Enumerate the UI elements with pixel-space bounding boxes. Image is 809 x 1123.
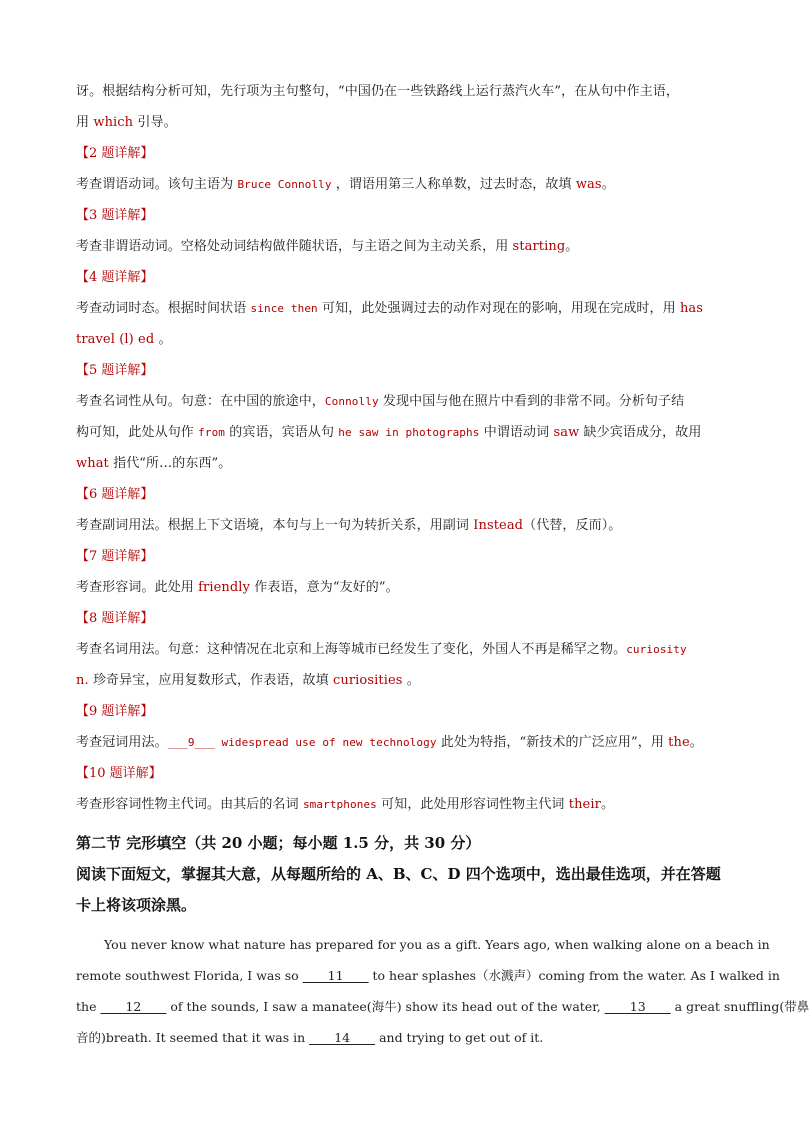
passage-text: 音的)breath. It seemed that it was in — [76, 1030, 310, 1045]
passage-text: of the sounds, I saw a manatee(海牛) show its head out of the water, — [166, 999, 605, 1014]
highlighted-answer-text: since then — [250, 302, 318, 315]
explanation-text: （代替，反而）。 — [523, 518, 622, 533]
explanation-text-line — [76, 510, 728, 541]
explanation-text-line — [76, 634, 728, 665]
explanation-text-line — [76, 169, 728, 200]
cloze-blank[interactable]: ____13____ — [604, 999, 671, 1014]
explanation-text: 。 — [689, 735, 703, 750]
question-explanation-heading: 【4 题详解】 — [76, 270, 154, 285]
highlighted-answer-text: starting — [512, 239, 566, 254]
explanation-text-line — [76, 572, 728, 603]
highlighted-answer-text: their — [568, 797, 601, 812]
highlighted-answer-text: smartphones — [302, 798, 377, 811]
explanation-text: 。 — [154, 332, 172, 347]
passage-text: to hear splashes（水溅声）coming from the water. As I walked in — [368, 968, 780, 983]
highlighted-answer-text: friendly — [198, 580, 251, 595]
explanation-text-line — [76, 727, 728, 758]
explanation-text-line — [76, 665, 728, 696]
highlighted-answer-text: ___9___ widespread use of new technology — [167, 736, 437, 749]
explanation-text-line — [76, 76, 728, 107]
question-explanation-heading: 【9 题详解】 — [76, 704, 154, 719]
cloze-passage — [76, 929, 809, 1053]
explanation-text: 。 — [600, 797, 615, 812]
explanation-text-line — [76, 231, 728, 262]
question-explanation-heading: 【5 题详解】 — [76, 363, 154, 378]
answer-explanations — [76, 76, 728, 820]
explanation-text: 可知，此处强调过去的动作对现在的影响，用现在完成时，用 — [317, 301, 680, 316]
question-explanation-heading: 【7 题详解】 — [76, 549, 154, 564]
explanation-text-line — [76, 789, 728, 820]
explanation-text: 考查形容词性物主代词。由其后的名词 — [76, 797, 303, 812]
explanation-text: 考查名词性从句。句意：在中国的旅途中， — [76, 394, 325, 409]
explanation-text: 考查谓语动词。该句主语为 — [76, 177, 238, 192]
question-explanation-heading: 【2 题详解】 — [76, 146, 154, 161]
explanation-text: 。 — [402, 673, 420, 688]
passage-text: and trying to get out of it. — [375, 1030, 544, 1045]
explanation-text-line — [76, 324, 728, 355]
highlighted-answer-text: which — [93, 115, 134, 130]
question-explanation-heading: 【6 题详解】 — [76, 487, 154, 502]
highlighted-answer-text: has — [679, 301, 704, 316]
explanation-text: 可知，此处用形容词性物主代词 — [376, 797, 569, 812]
document-page — [76, 76, 809, 1053]
explanation-text: 此处为特指，“新技术的广泛应用”，用 — [436, 735, 669, 750]
explanation-text: 指代“所…的东西”。 — [108, 456, 232, 471]
explanation-text: 考查非谓语动词。空格处动词结构做伴随状语，与主语之间为主动关系，用 — [76, 239, 513, 254]
cloze-blank[interactable]: ____14____ — [309, 1030, 376, 1045]
section-title: 第二节 完形填空（共 20 小题；每小题 1.5 分，共 30 分） — [76, 834, 481, 852]
explanation-text: ，谓语用第三人称单数，过去时态，故填 — [331, 177, 576, 192]
explanation-text: 珍奇异宝，应用复数形式，作表语，故填 — [88, 673, 333, 688]
highlighted-answer-text: he saw in photographs — [338, 426, 480, 439]
explanation-text: 考查名词用法。句意：这种情况在北京和上海等城市已经发生了变化，外国人不再是稀罕之物。 — [76, 642, 627, 657]
highlighted-answer-text: Bruce Connolly — [237, 178, 332, 191]
highlighted-answer-text: saw — [553, 425, 580, 440]
question-explanation-heading: 【3 题详解】 — [76, 208, 154, 223]
passage-text: You never know what nature has prepared for you as a gift. Years ago, when walking alone on a beach in — [104, 937, 770, 952]
question-explanation-heading: 【10 题详解】 — [76, 766, 162, 781]
explanation-text: 考查副词用法。根据上下文语境，本句与上一句为转折关系，用副词 — [76, 518, 474, 533]
explanation-text: 考查冠词用法。 — [76, 735, 168, 750]
explanation-text-line — [76, 107, 728, 138]
explanation-text: 构可知，此处从句作 — [76, 425, 199, 440]
explanation-text: 用 — [76, 115, 94, 130]
section-instruction: 阅读下面短文，掌握其大意，从每题所给的 A、B、C、D 四个选项中，选出最佳选项，并在答题卡上将该项涂黑。 — [76, 865, 721, 914]
explanation-text: 讶。根据结构分析可知，先行项为主句整句，“中国仍在一些铁路线上运行蒸汽火车”，在从句中作主语， — [76, 84, 679, 99]
highlighted-answer-text: Instead — [473, 518, 524, 533]
explanation-text: 发现中国与他在照片中看到的非常不同。分析句子结 — [378, 394, 685, 409]
explanation-text: 考查动词时态。根据时间状语 — [76, 301, 251, 316]
explanation-text: 作表语，意为“友好的”。 — [250, 580, 399, 595]
highlighted-answer-text: from — [198, 426, 226, 439]
passage-line — [76, 991, 809, 1022]
explanation-text-line — [76, 386, 728, 417]
explanation-text: 。 — [601, 177, 615, 192]
highlighted-answer-text: was — [575, 177, 602, 192]
cloze-blank[interactable]: ____11____ — [302, 968, 369, 983]
passage-line — [76, 929, 770, 960]
explanation-text: 考查形容词。此处用 — [76, 580, 199, 595]
highlighted-answer-text: curiosities — [332, 673, 403, 688]
highlighted-answer-text: Connolly — [324, 395, 379, 408]
explanation-text-line — [76, 448, 728, 479]
question-explanation-heading: 【8 题详解】 — [76, 611, 154, 626]
highlighted-answer-text: the — [668, 735, 690, 750]
explanation-text-line — [76, 293, 728, 324]
highlighted-answer-text: curiosity — [626, 643, 687, 656]
explanation-text: 缺少宾语成分，故用 — [579, 425, 702, 440]
passage-line — [76, 960, 780, 991]
highlighted-answer-text: n. — [76, 673, 89, 688]
cloze-blank[interactable]: ____12____ — [100, 999, 167, 1014]
explanation-text: 引导。 — [133, 115, 177, 130]
explanation-text-line — [76, 417, 728, 448]
highlighted-answer-text: what — [76, 456, 109, 471]
passage-text: a great snuffling(带鼻 — [670, 999, 809, 1014]
passage-text: the — [76, 999, 101, 1014]
explanation-text: 的宾语，宾语从句 — [225, 425, 339, 440]
passage-text: remote southwest Florida, I was so — [76, 968, 303, 983]
explanation-text: 。 — [565, 239, 579, 254]
passage-line — [76, 1022, 728, 1053]
explanation-text: 中谓语动词 — [479, 425, 554, 440]
highlighted-answer-text: travel (l) ed — [76, 332, 155, 347]
